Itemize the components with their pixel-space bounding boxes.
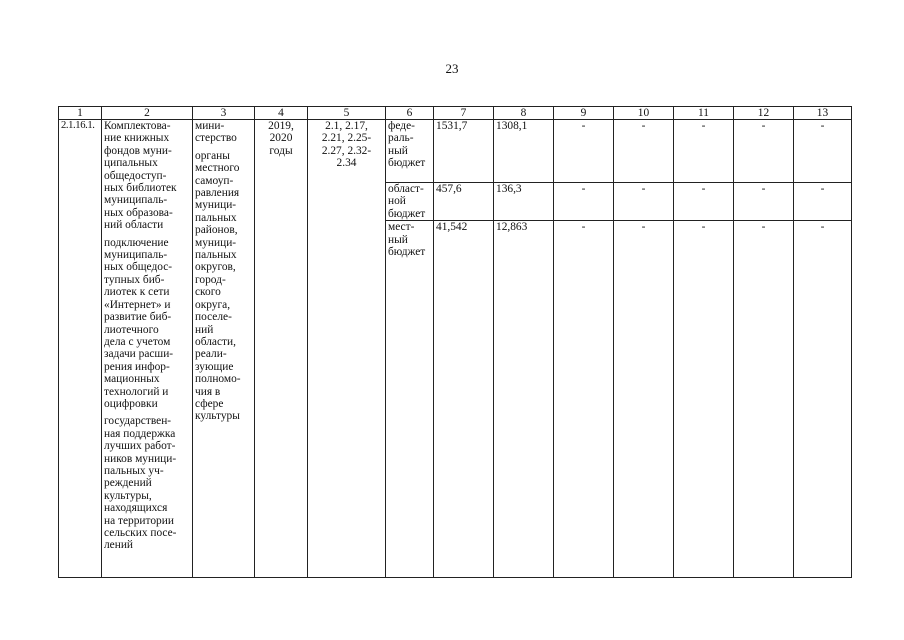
header-cell: 6 bbox=[386, 107, 434, 120]
header-cell: 7 bbox=[434, 107, 494, 120]
header-cell: 11 bbox=[674, 107, 734, 120]
row-indicators: 2.1, 2.17, 2.21, 2.25- 2.27, 2.32- 2.34 bbox=[308, 120, 386, 578]
row-executors bbox=[193, 120, 255, 578]
header-cell: 9 bbox=[554, 107, 614, 120]
row-years: 2019, 2020 годы bbox=[255, 120, 308, 578]
description-part: подключение муниципаль- ных общедос- тупных биб- лиотек к сети «Интернет» и развитие биб- лиотечного дела с учетом задачи расши- рения инфор- мационных технологий и оцифровки bbox=[104, 236, 174, 410]
header-cell: 12 bbox=[734, 107, 794, 120]
budget-value: - bbox=[554, 120, 614, 183]
header-cell: 5 bbox=[308, 107, 386, 120]
budget-value: - bbox=[614, 120, 674, 183]
table-row bbox=[59, 120, 852, 183]
header-cell: 1 bbox=[59, 107, 102, 120]
budget-value: 41,542 bbox=[434, 221, 494, 578]
budget-value: 1531,7 bbox=[434, 120, 494, 183]
budget-value: 12,863 bbox=[494, 221, 554, 578]
budget-value: - bbox=[794, 221, 852, 578]
executor-part: мини- стерство bbox=[195, 120, 237, 145]
budget-value: 1308,1 bbox=[494, 120, 554, 183]
budget-value: - bbox=[674, 221, 734, 578]
budget-value: - bbox=[794, 120, 852, 183]
budget-value: - bbox=[734, 221, 794, 578]
budget-value: - bbox=[614, 221, 674, 578]
description-part: Комплектова- ние книжных фондов муни- ципальных общедоступ- ных библиотек муниципаль- ных образова- ний области bbox=[104, 120, 177, 232]
header-cell: 2 bbox=[102, 107, 193, 120]
description-part: государствен- ная поддержка лучших работ- ников муници- пальных уч- реждений культуры, находящихся на территории сельских посе- лений bbox=[104, 415, 177, 552]
executor-part: органы местного самоуп- равления муници- пальных районов, муници- пальных округов, город- ского округа, поселе- ний области, реали- зующие полномо- чия в сфере культуры bbox=[195, 149, 241, 423]
header-cell: 4 bbox=[255, 107, 308, 120]
header-cell: 3 bbox=[193, 107, 255, 120]
budget-value: - bbox=[674, 183, 734, 221]
header-cell: 8 bbox=[494, 107, 554, 120]
program-table bbox=[58, 106, 852, 578]
row-description bbox=[102, 120, 193, 578]
header-row bbox=[59, 107, 852, 120]
budget-value: - bbox=[734, 183, 794, 221]
budget-value: - bbox=[554, 183, 614, 221]
header-cell: 10 bbox=[614, 107, 674, 120]
budget-source: област- ной бюджет bbox=[386, 183, 434, 221]
header-cell: 13 bbox=[794, 107, 852, 120]
budget-source: мест- ный бюджет bbox=[386, 221, 434, 578]
budget-value: 457,6 bbox=[434, 183, 494, 221]
budget-value: - bbox=[794, 183, 852, 221]
budget-value: - bbox=[554, 221, 614, 578]
budget-value: 136,3 bbox=[494, 183, 554, 221]
budget-value: - bbox=[734, 120, 794, 183]
budget-source: феде- раль- ный бюджет bbox=[386, 120, 434, 183]
row-code: 2.1.16.1. bbox=[59, 120, 102, 578]
page-number: 23 bbox=[445, 61, 459, 76]
budget-value: - bbox=[674, 120, 734, 183]
budget-value: - bbox=[614, 183, 674, 221]
